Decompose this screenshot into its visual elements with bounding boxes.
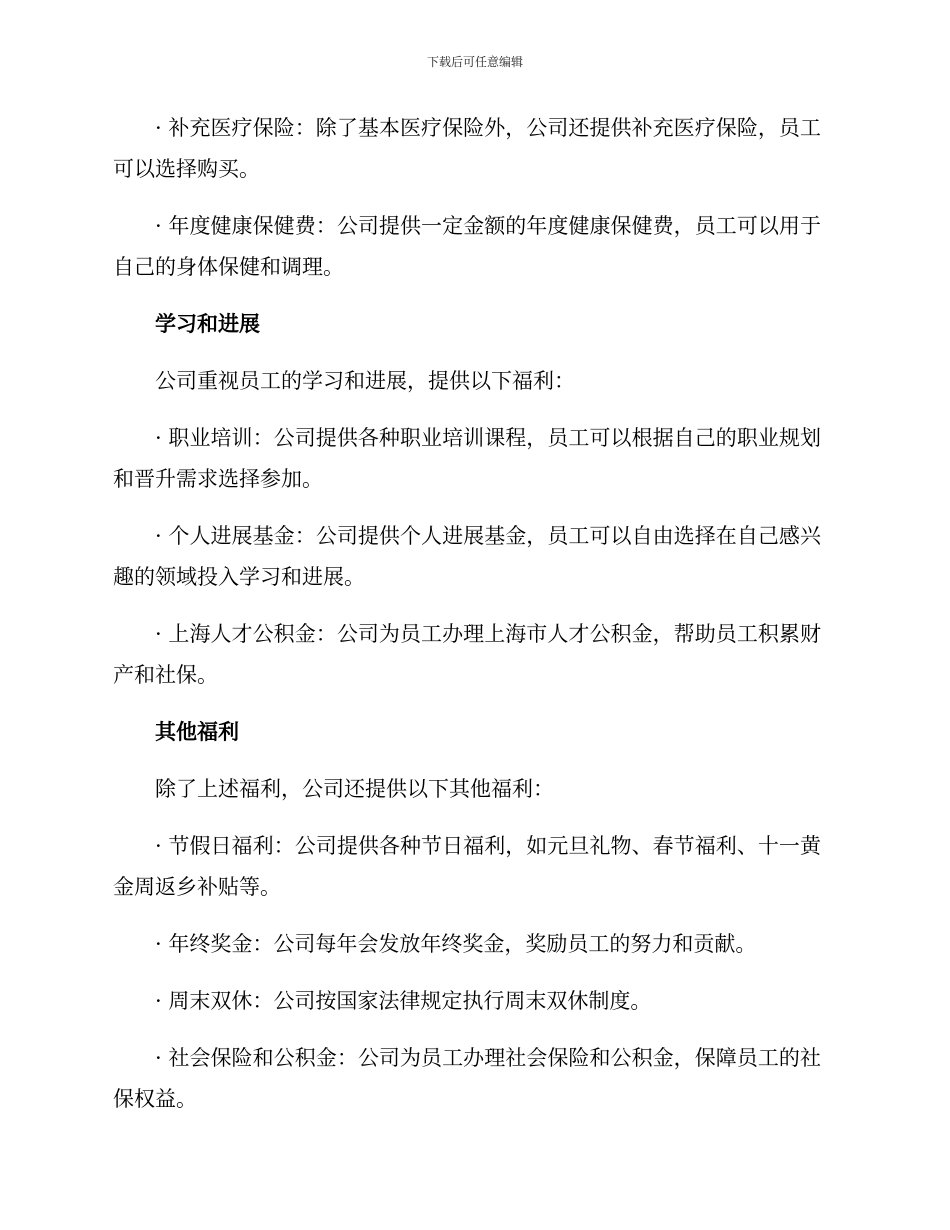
- bullet-annual-health-fee: · 年度健康保健费：公司提供一定金额的年度健康保健费，员工可以用于自己的身体保健和调理。: [113, 214, 821, 279]
- intro-other-benefits: 除了上述福利，公司还提供以下其他福利：: [155, 777, 554, 801]
- bullet-social-insurance: · 社会保险和公积金：公司为员工办理社会保险和公积金，保障员工的社保权益。: [113, 1046, 821, 1111]
- bullet-personal-development-fund: · 个人进展基金：公司提供个人进展基金，员工可以自由选择在自己感兴趣的领域投入学习和进展。: [113, 524, 821, 589]
- header-note: 下载后可任意编辑: [426, 55, 523, 69]
- bullet-vocational-training: · 职业培训：公司提供各种职业培训课程，员工可以根据自己的职业规划和晋升需求选择参加。: [113, 426, 821, 491]
- intro-learning: 公司重视员工的学习和进展，提供以下福利：: [155, 369, 575, 393]
- bullet-supplementary-medical-insurance: · 补充医疗保险：除了基本医疗保险外，公司还提供补充医疗保险，员工可以选择购买。: [113, 116, 821, 181]
- section-heading-learning: 学习和进展: [155, 312, 260, 336]
- bullet-weekend-off: · 周末双休：公司按国家法律规定执行周末双休制度。: [155, 989, 652, 1013]
- bullet-year-end-bonus: · 年终奖金：公司每年会发放年终奖金，奖励员工的努力和贡献。: [155, 932, 757, 956]
- bullet-shanghai-talent-fund: · 上海人才公积金：公司为员工办理上海市人才公积金，帮助员工积累财产和社保。: [113, 622, 821, 687]
- document-body: [113, 108, 821, 1136]
- bullet-holiday-benefits: · 节假日福利：公司提供各种节日福利，如元旦礼物、春节福利、十一黄金周返乡补贴等。: [113, 834, 821, 899]
- section-heading-other-benefits: 其他福利: [155, 720, 239, 744]
